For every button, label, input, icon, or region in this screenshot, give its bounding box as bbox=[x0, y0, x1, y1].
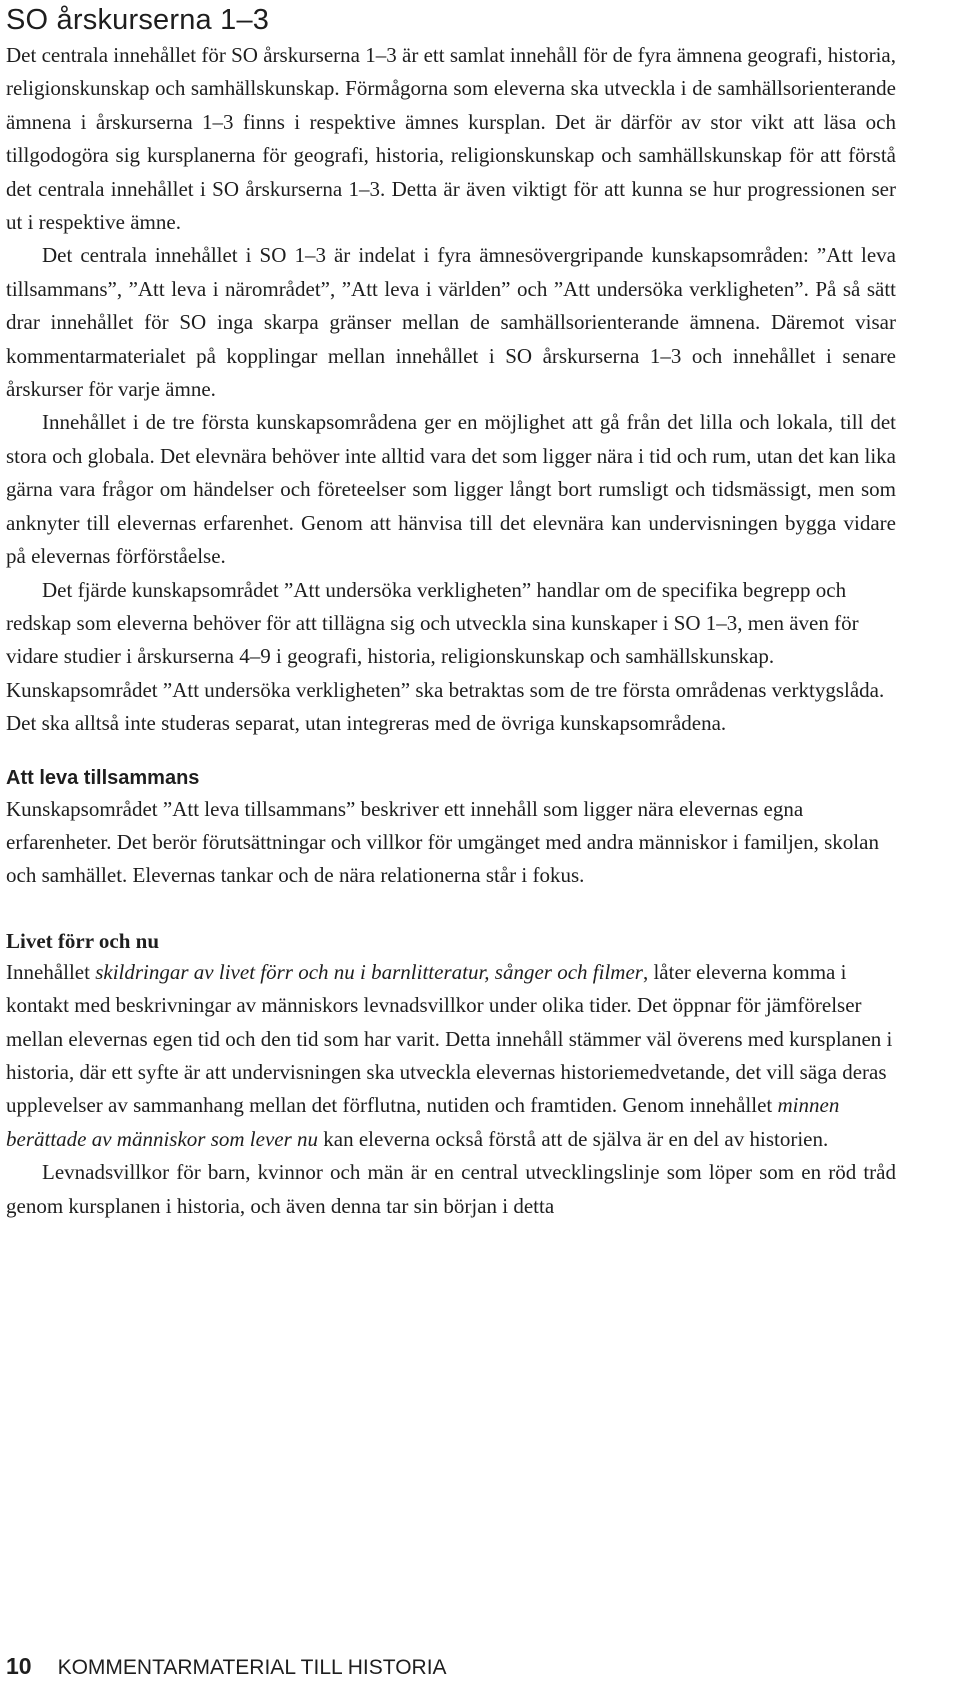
page-title: SO årskurserna 1–3 bbox=[6, 4, 270, 36]
intro-paragraph-4: Det fjärde kunskapsområdet ”Att undersöka verkligheten” handlar om de specifika begrepp och redskap som eleverna behöver för att tillägna sig och utveckla sina kunskaper i SO 1–3, men även för vidare studier i årskurserna 4–9 i geografi, historia, religionskunskap och samhällskunskap. Kunskapsområdet ”Att undersöka verkligheten” ska betraktas som de tre första områdenas verktygslåda. Det ska alltså inte studeras separat, utan integreras med de övriga kunskapsområdena. bbox=[6, 577, 885, 736]
intro-paragraph-1: Det centrala innehållet för SO årskurserna 1–3 är ett samlat innehåll för de fyra ämnena geografi, historia, religionskunskap och samhällskunskap. Förmågorna som eleverna ska utveckla i de samhällsorienterande ämnena i årskurserna 1–3 finns i respektive ämnes kursplan. Det är därför av stor vikt att läsa och tillgodogöra sig kursplanerna för geografi, historia, religionskunskap och samhällskunskap för att förstå det centrala innehållet i SO årskurserna 1–3. Detta är även viktigt för att kunna se hur progressionen ser ut i respektive ämne. bbox=[6, 43, 896, 235]
intro-paragraph-3: Innehållet i de tre första kunskapsområdena ger en möjlighet att gå från det lilla och lokala, till det stora och globala. Det elevnära behöver inte alltid vara det som ligger nära i tid och rum, utan det kan lika gärna vara frågor om händelser och företeelser som ligger långt bort rumsligt och tidsmässigt, men som anknyter till elevernas erfarenhet. Genom att hänvisa till det elevnära kan undervisningen bygga vidare på elevernas förförståelse. bbox=[6, 410, 896, 569]
document-page bbox=[6, 0, 896, 1690]
section-paragraph-1: Kunskapsområdet ”Att leva tillsammans” beskriver ett innehåll som ligger nära elevernas egna erfarenheter. Det berör förutsättningar och villkor för umgänget med andra människor i familjen, skolan och samhället. Elevernas tankar och de nära relationerna står i fokus. bbox=[6, 796, 879, 888]
italic-quote: minnen berättade av människor som lever nu bbox=[6, 1093, 840, 1151]
running-title: KOMMENTARMATERIAL TILL HISTORIA bbox=[57, 1656, 447, 1679]
italic-quote: skildringar av livet förr och nu i barnlitteratur, sånger och filmer bbox=[95, 959, 643, 984]
text-run: , låter eleverna komma i kontakt med beskrivningar av människors levnadsvillkor under olika tider. Det öppnar för jämförelser mellan elevernas egen tid och den tid som har varit. Detta innehåll stämmer väl överens med kursplanen i historia, där ett syfte är att undervisningen ska utveckla elevernas historiemedvetande, det vill säga deras upplevelser av sammanhang mellan det förflutna, nutiden och framtiden. Genom innehållet bbox=[6, 959, 893, 1118]
body-text bbox=[6, 39, 896, 1223]
subsection-heading: Livet förr och nu bbox=[6, 928, 160, 953]
intro-paragraph-2: Det centrala innehållet i SO 1–3 är indelat i fyra ämnesövergripande kunskapsområden: ”Att leva tillsammans”, ”Att leva i närområdet”, ”Att leva i världen” och ”Att undersöka verkligheten”. På så sätt drar innehållet för SO inga skarpa gränser mellan de samhällsorienterande ämnena. Däremot visar kommentarmaterialet på kopplingar mellan innehållet i SO årskurserna 1–3 och innehållet i senare årskurser för varje ämne. bbox=[6, 243, 896, 402]
text-run: Innehållet bbox=[6, 959, 96, 984]
section-heading: Att leva tillsammans bbox=[6, 766, 200, 789]
page-footer bbox=[6, 1651, 447, 1683]
text-run: kan eleverna också förstå att de själva är en del av historien. bbox=[318, 1126, 829, 1151]
subsection-paragraph-1 bbox=[6, 956, 896, 1156]
page-number: 10 bbox=[6, 1653, 32, 1679]
subsection-paragraph-2: Levnadsvillkor för barn, kvinnor och män är en central utvecklingslinje som löper som en röd tråd genom kursplanen i historia, och även denna tar sin början i detta bbox=[6, 1160, 896, 1218]
